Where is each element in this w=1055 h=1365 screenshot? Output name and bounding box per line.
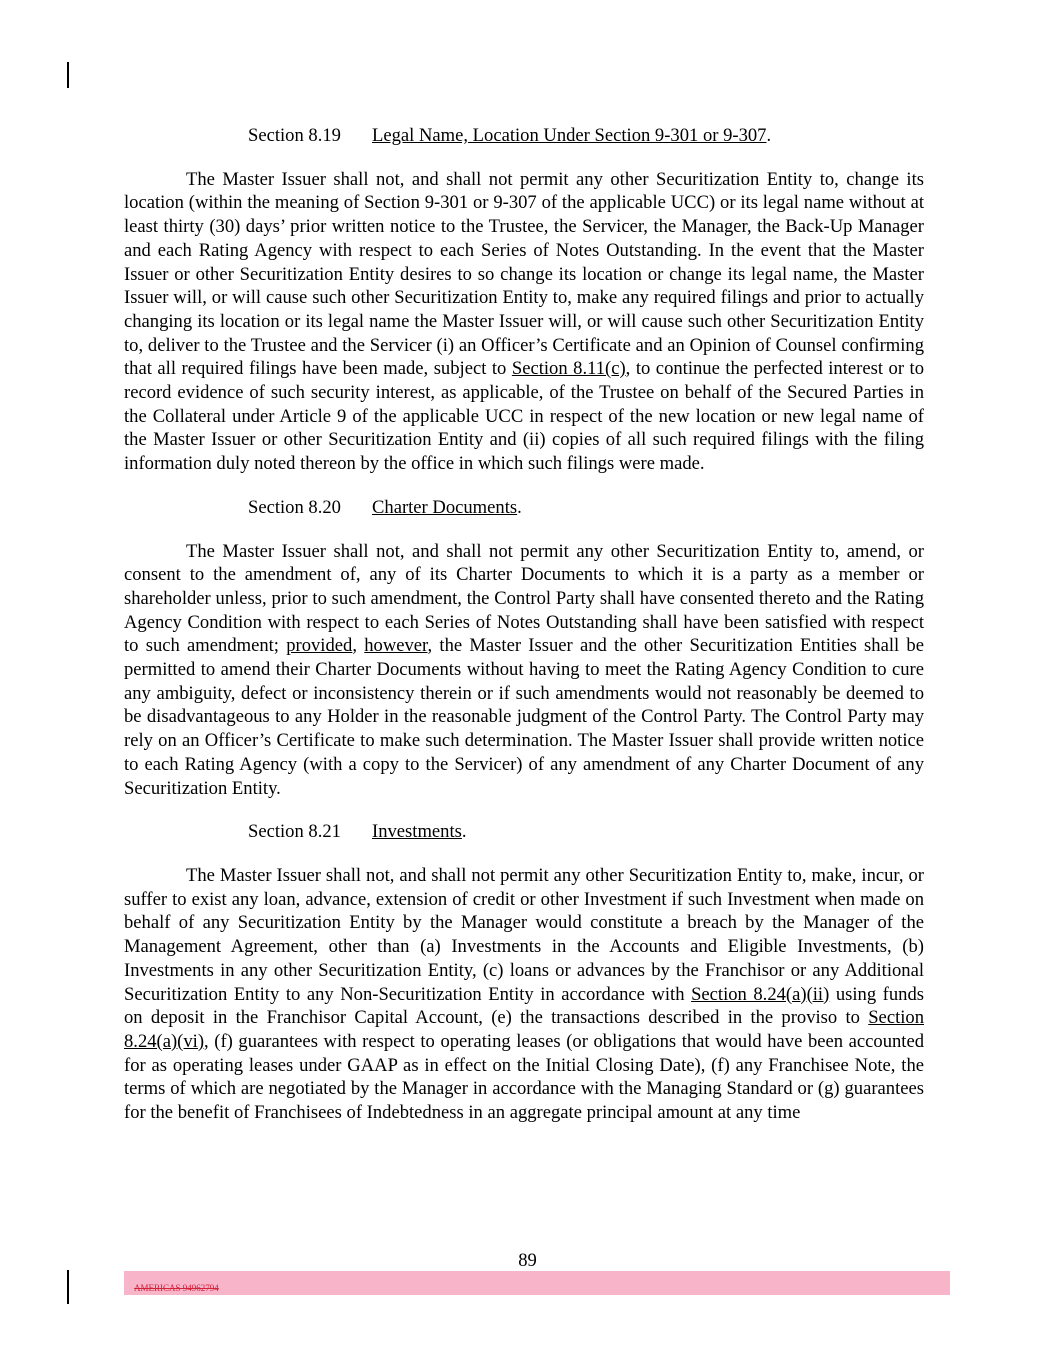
section-paragraph-8-21: The Master Issuer shall not, and shall not permit any other Securitization Entity to, make, incur, or suffer to exist any loan, advance, extension of credit or other Investment if such Investment when made on behalf of any Securitization Entity by the Manager would constitute a breach by the Manager of the Management Agreement, other than (a) Investments in the Accounts and Eligible Investments, (b) Investments in any other Securitization Entity, (c) loans or advances by the Franchisor or any Additional Securitization Entity to any Non-Securitization Entity in accordance with Section 8.24(a)(ii) using funds on deposit in the Franchisor Capital Account, (e) the transactions described in the proviso to Section 8.24(a)(vi), (f) guarantees with respect to operating leases (or obligations that would have been accounted for as operating leases under GAAP as in effect on the Initial Closing Date), (f) any Franchisee Note, the terms of which are negotiated by the Manager in accordance with the Managing Standard or (g) guarantees for the benefit of Franchisees of Indebtedness in an aggregate principal amount at any time [124, 864, 924, 1124]
section-heading-8-21: Section 8.21 Investments. [248, 821, 467, 843]
section-number: Section 8.21 [248, 821, 341, 843]
section-title: Legal Name, Location Under Section 9-301 or 9-307 [372, 125, 767, 146]
section-title: Charter Documents [372, 496, 518, 518]
section-number: Section 8.19 [248, 125, 341, 146]
section-paragraph-8-19: The Master Issuer shall not, and shall not permit any other Securitization Entity to, change its location (within the meaning of Section 9-301 or 9-307 of the applicable UCC) or its legal name without at least thirty (30) days’ prior written notice to the Trustee, the Servicer, the Manager, the Back-Up Manager and each Rating Agency with respect to each Series of Notes Outstanding. In the event that the Master Issuer or other Securitization Entity desires to so change its location or change its legal name, the Master Issuer will, or will cause such other Securitization Entity to, make any required filings and prior to actually changing its location or its legal name the Master Issuer will, or will cause such other Securitization Entity to, deliver to the Trustee and the Servicer (i) an Officer’s Certificate and an Opinion of Counsel confirming that all required filings have been made, subject to Section 8.11(c), to continue the perfected interest or to record evidence of such security interest, as applicable, of the Trustee on behalf of the Secured Parties in the Collateral under Article 9 of the applicable UCC in respect of the new location or new legal name of the Master Issuer or other Securitization Entity and (ii) copies of all such required filings with the filing information duly noted thereon by the office in which such filings were made. [124, 168, 924, 475]
section-heading-8-20: Section 8.20 Charter Documents. [248, 496, 522, 518]
cross-reference-link: Section 8.11(c) [511, 358, 626, 380]
footer-band [124, 1271, 950, 1295]
emphasis-provided: provided [286, 635, 353, 657]
page-content [124, 124, 924, 1145]
change-bar-bottom [67, 1270, 69, 1304]
section-heading-8-19: Section 8.19 Legal Name, Location Under Section 9-301 or 9-307. [248, 125, 772, 146]
section-number: Section 8.20 [248, 496, 341, 518]
section-paragraph-8-20: The Master Issuer shall not, and shall not permit any other Securitization Entity to, amend, or consent to the amendment of, any of its Charter Documents to which it is a party as a member or shareholder unless, prior to such amendment, the Control Party shall have consented thereto and the Rating Agency Condition with respect to each Series of Notes Outstanding shall have been satisfied with respect to such amendment; provided, however, the Master Issuer and the other Securitization Entities shall be permitted to amend their Charter Documents without having to meet the Rating Agency Condition to cure any ambiguity, defect or inconsistency therein or if such amendments would not reasonably be deemed to be disadvantageous to any Holder in the reasonable judgment of the Control Party. The Control Party may rely on an Officer’s Certificate to make such determination. The Master Issuer shall provide written notice to each Rating Agency (with a copy to the Servicer) of any amendment of any Charter Document of any Securitization Entity. [124, 540, 924, 799]
section-title: Investments [372, 821, 462, 843]
page-number: 89 [518, 1250, 537, 1271]
emphasis-however: however [364, 635, 428, 657]
change-bar-top [67, 62, 69, 88]
cross-reference-link: Section 8.24(a)(ii) [691, 983, 830, 1005]
cross-reference-link: Section 8.24(a)(vi) [124, 1007, 924, 1052]
footer-doc-id: AMERICAS 94962794 [134, 1283, 219, 1293]
